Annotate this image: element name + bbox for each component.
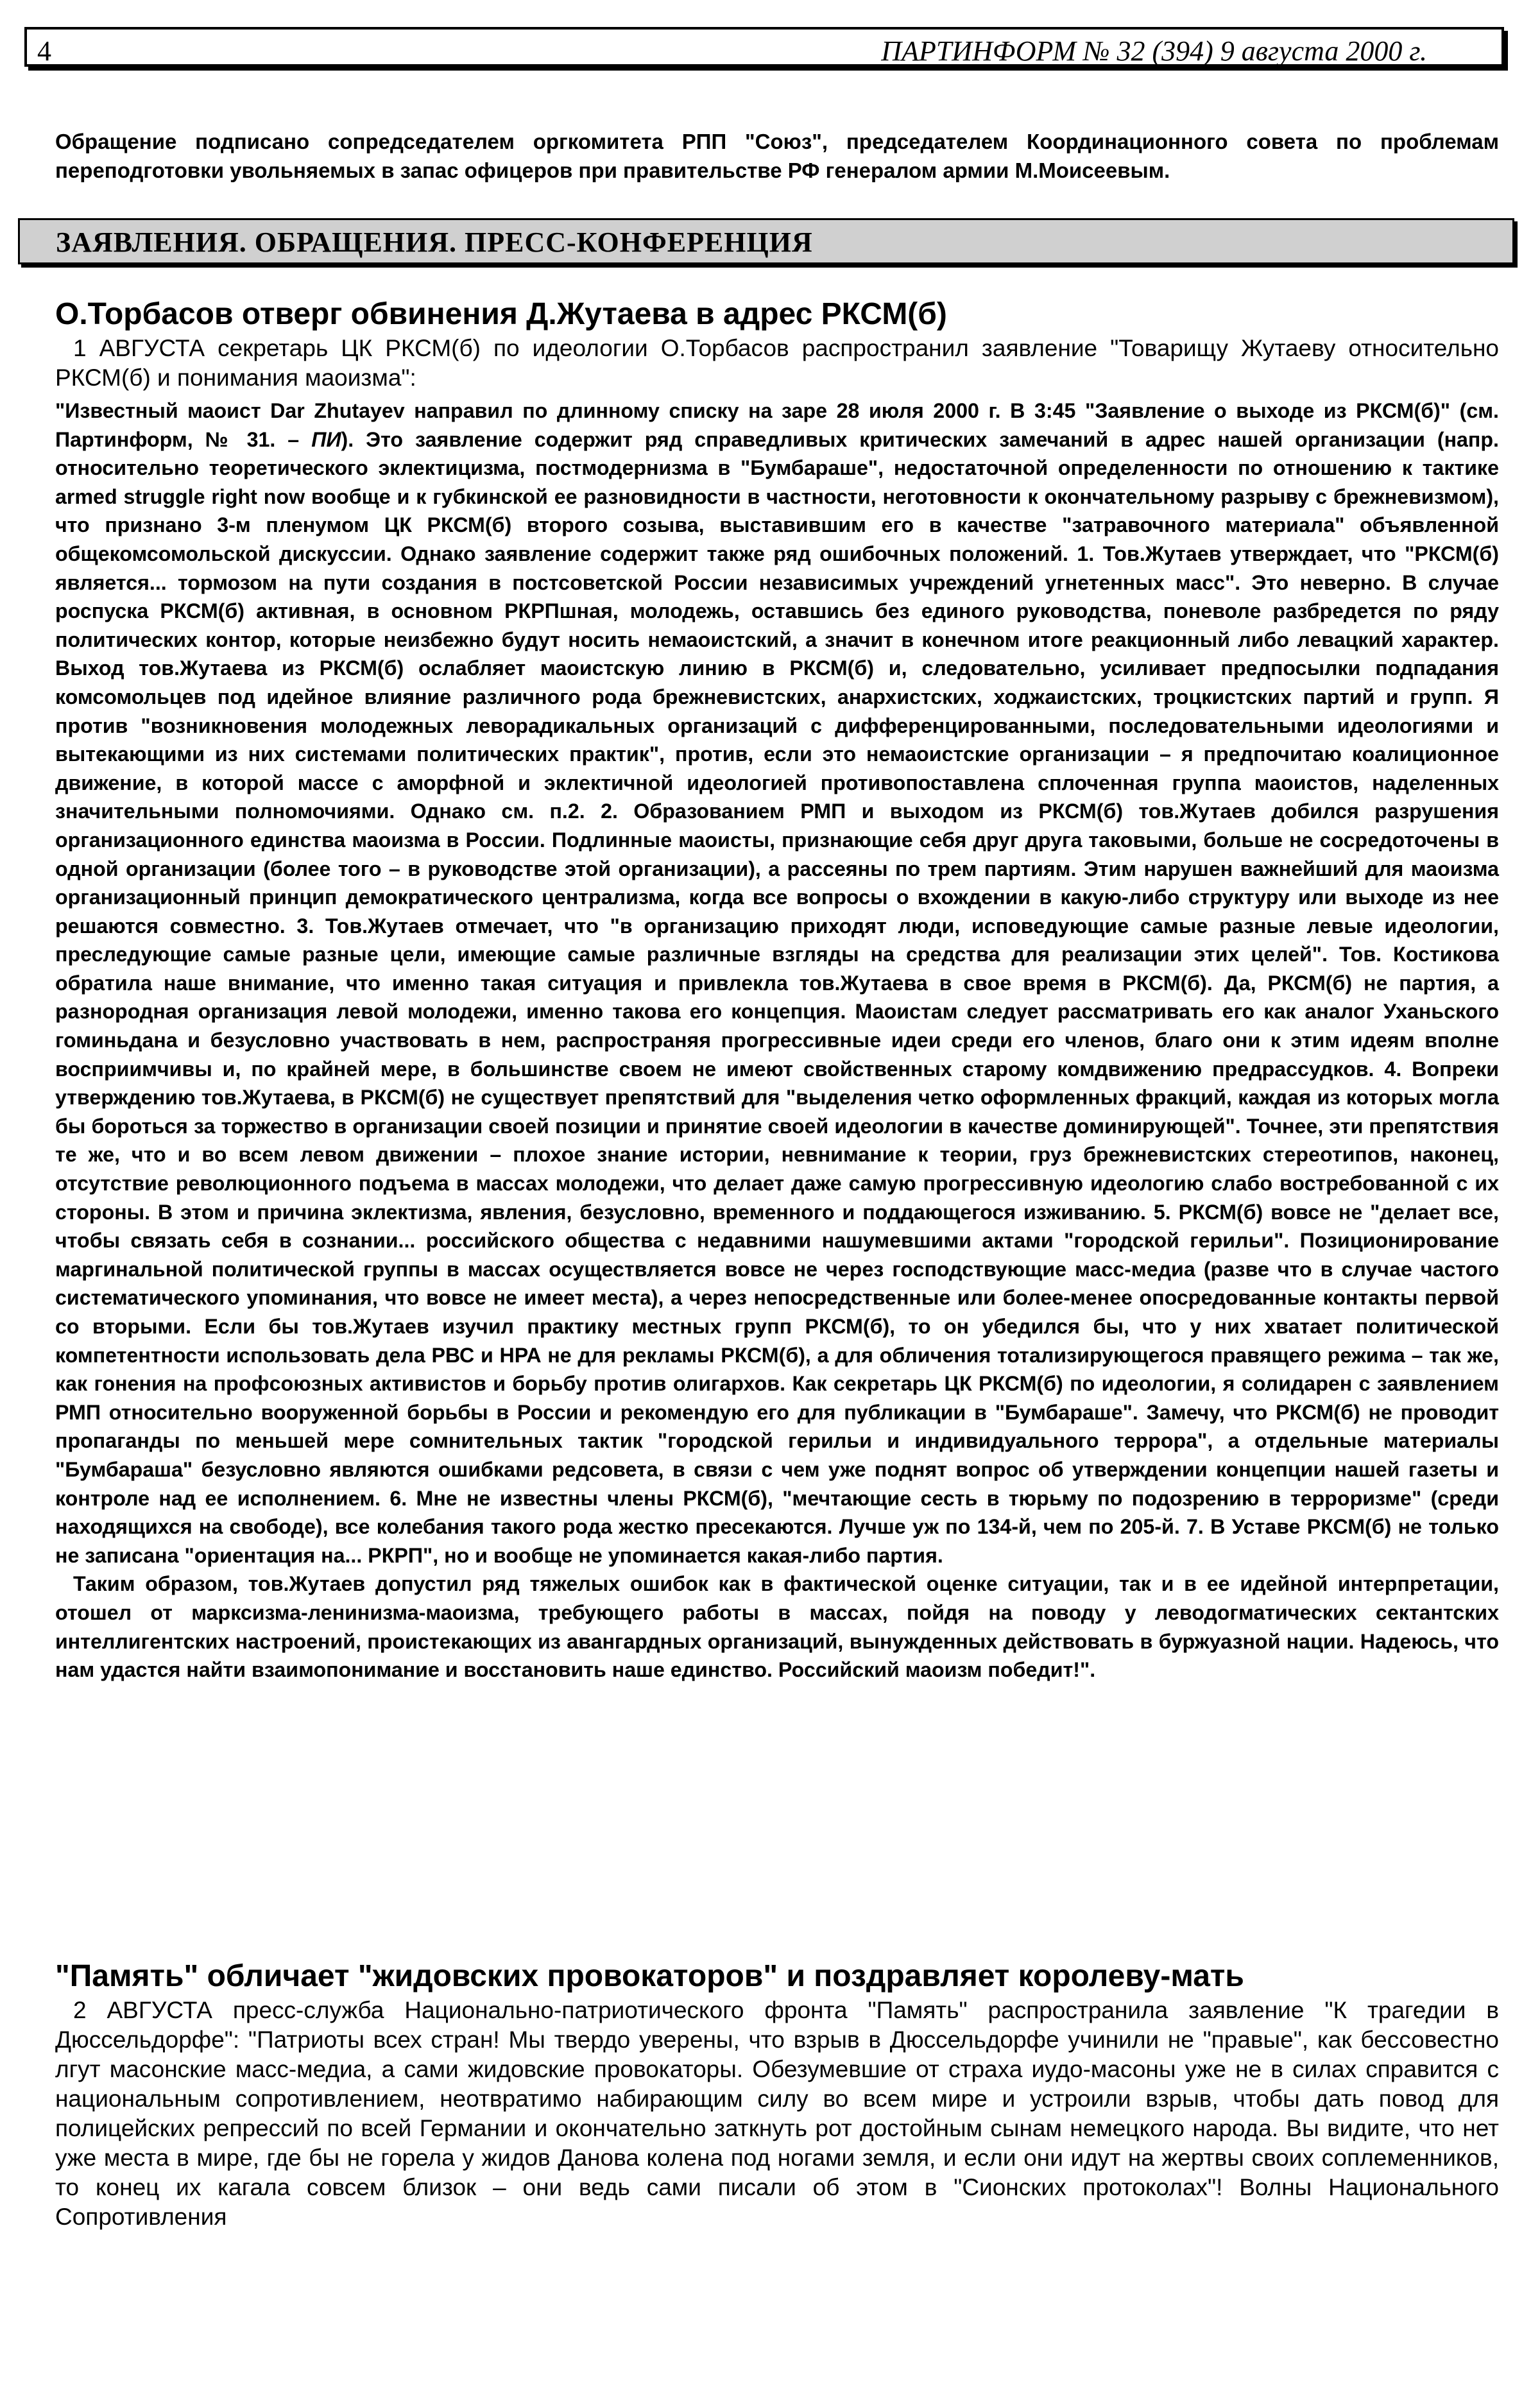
- section-bar: [18, 218, 1514, 264]
- section-title: ЗАЯВЛЕНИЯ. ОБРАЩЕНИЯ. ПРЕСС-КОНФЕРЕНЦИЯ: [56, 227, 813, 258]
- quote-conclusion: Таким образом, тов.Жутаев допустил ряд тяжелых ошибок как в фактической оценке ситуации, так и в ее идейной интерпретации, отошел от марксизма-ленинизма-маоизма, требующего работы в массах, пойдя на поводу у леводогматических сектантских интеллигентских настроений, проистекающих из авангардных организаций, вынужденных действовать в буржуазной нации. Надеюсь, что нам удастся найти взаимопонимание и восстановить наше единство. Российский маоизм победит!".: [55, 1572, 1499, 1682]
- article-torbasov: [55, 295, 1499, 1684]
- page-number: 4: [37, 35, 51, 67]
- intro-note: Обращение подписано сопредседателем оргкомитета РПП "Союз", председателем Координационного совета по проблемам переподготовки увольняемых в запас офицеров при правительстве РФ генералом армии М.Моисеевым.: [55, 130, 1499, 182]
- page-header: [24, 27, 1504, 67]
- article-headline: "Память" обличает "жидовских провокаторов" и поздравляет королеву-мать: [55, 1959, 1244, 1993]
- quote-ref: ПИ: [311, 427, 341, 451]
- newspaper-issue-title: ПАРТИНФОРМ № 32 (394) 9 августа 2000 г.: [881, 35, 1427, 67]
- article-lead: 1 АВГУСТА секретарь ЦК РКСМ(б) по идеологии О.Торбасов распространил заявление "Товарищу Жутаеву относительно РКСМ(б) и понимания маоизма":: [55, 335, 1499, 391]
- quote-text-start: "Известный маоист Dar Zhutayev направил по длинному списку на заре 28 июля 2000 г. В 3:45 "Заявление о выходе из РКСМ(б)" (см. Партинформ, № 31. –: [55, 399, 1499, 451]
- quote-text-body: ). Это заявление содержит ряд справедливых критических замечаний в адрес нашей организации (напр. относительно теоретического эклектицизма, постмодернизма в "Бумбараше", недостаточной определенности по отношению к тактике armed struggle right now вообще и к губкинской ее разновидности в частности, неготовности к окончательному разрыву с брежневизмом), что признано 3-м пленумом ЦК РКСМ(б) второго созыва, выставившим его в качестве "затравочного материала" объявленной общекомсомольской дискуссии. Однако заявление содержит также ряд ошибочных положений. 1. Тов.Жутаев утверждает, что "РКСМ(б) является... тормозом на пути создания в постсоветской России независимых учреждений угнетенных масс". Это неверно. В случае роспуска РКСМ(б) активная, в основном РКРПшная, молодежь, оставшись без единого руководства, поневоле разбредется по ряду политических контор, которые неизбежно будут носить немаоистский, а значит в конечном итоге реакционный либо левацкий характер. Выход тов.Жутаева из РКСМ(б) ослабляет маоистскую линию в РКСМ(б) и, следовательно, усиливает предпосылки подпадания комсомольцев под идейное влияние различного рода брежневистских, анархистских, ходжаистских, троцкистских партий и групп. Я против "возникновения молодежных леворадикальных организаций с дифференцированными, последовательными идеологиями и вытекающими из них системами политических практик", против, если это немаоистские организации – я предпочитаю коалиционное движение, в которой массе с аморфной и эклектичной идеологией противопоставлена сплоченная группа маоистов, наделенных значительными полномочиями. Однако см. п.2. 2. Образованием РМП и выходом из РКСМ(б) тов.Жутаев добился разрушения организационного единства маоизма в России. Подлинные маоисты, признающие себя друг друга таковыми, больше не сосредоточены в одной организации (более того – в руководстве этой организации), а рассеяны по трем партиям. Этим нарушен важнейший для маоизма организационный принцип демократического централизма, когда все вопросы о вхождении в какую-либо структуру или выходе из нее решаются совместно. 3. Тов.Жутаев отмечает, что "в организацию приходят люди, исповедующие самые разные левые идеологии, преследующие самые разные цели, имеющие самые различные взгляды на средства для реализации этих целей". Тов. Костикова обратила наше внимание, что именно такая ситуация и привлекла тов.Жутаева в свое время в РКСМ(б). Да, РКСМ(б) не партия, а разнородная организация левой молодежи, именно такова его концепция. Маоистам следует рассматривать его как аналог Уханьского гоминьдана и безусловно участвовать в нем, распространяя прогрессивные идеи среди его членов, благо они к этим идеям вполне восприимчивы и, по крайней мере, в большинстве своем не имеют свойственных старому комдвижению предрассудков. 4. Вопреки утверждению тов.Жутаева, в РКСМ(б) не существует препятствий для "выделения четко оформленных фракций, каждая из которых могла бы бороться за торжество в организации своей позиции и принятие своей идеологии в качестве доминирующей". Точнее, эти препятствия те же, что и во всем левом движении – плохое знание истории, невнимание к теории, груз брежневистских стереотипов, наконец, отсутствие революционного подъема в массах молодежи, что делает даже самую прогрессивную идеологию слабо востребованной с их стороны. В этом и причина эклектизма, явления, безусловно, временного и поддающегося изживанию. 5. РКСМ(б) вовсе не "делает все, чтобы связать себя в сознании... российского общества с недавними нашумевшими актами "городской герильи". Позиционирование маргинальной политической группы в массах осуществляется вовсе не через господствующие масс-медиа (разве что в случае частого систематического упоминания, что вовсе не имеет места), а через непосредственные или более-менее опосредованные контакты первой со вторыми. Если бы тов.Жутаев изучил практику местных групп РКСМ(б), то он убедился бы, что у них хватает политической компетентности использовать дела РВС и НРА не для рекламы РКСМ(б), а для обличения тотализирующегося правящего режима – так же, как гонения на профсоюзных активистов и борьбу против олигархов. Как секретарь ЦК РКСМ(б) по идеологии, я солидарен с заявлением РМП относительно вооруженной борьбы в России и рекомендую его для публикации в "Бумбараше". Замечу, что РКСМ(б) не проводит пропаганды по меньшей мере сомнительных тактик "городской герильи и индивидуального террора", а отдельные материалы "Бумбараша" безусловно являются ошибками редсовета, в связи с чем уже поднят вопрос об утверждении концепции нашей газеты и контроле над ее исполнением. 6. Мне не известны члены РКСМ(б), "мечтающие сесть в тюрьму по подозрению в терроризме" (среди находящихся на свободе), все колебания такого рода жестко пресекаются. Лучше уж по 134-й, чем по 205-й. 7. В Уставе РКСМ(б) не только не записана "ориентация на... РКРП", но и вообще не упоминается какая-либо партия.: [55, 427, 1499, 1567]
- article-quote: [55, 397, 1499, 1570]
- article-pamyat: [55, 1957, 1499, 2232]
- article-body: 2 АВГУСТА пресс-служба Национально-патриотического фронта "Память" распространила заявление "К трагедии в Дюссельдорфе": "Патриоты всех стран! Мы твердо уверены, что взрыв в Дюссельдорфе учинили не "правые", как бессовестно лгут масонские масс-медиа, а сами жидовские провокаторы. Обезумевшие от страха иудо-масоны уже не в силах справится с национальным сопротивлением, неотвратимо набирающим силу во всем мире и устроили взрыв, чтобы дать повод для полицейских репрессий по всей Германии и окончательно заткнуть рот достойным сынам немецкого народа. Вы видите, что нет уже места в мире, где бы не горела у жидов Данова колена под ногами земля, и если они идут на жертвы своих соплеменников, то конец их кагала совсем близок – они ведь сами писали об этом в "Сионских протоколах"! Волны Национального Сопротивления: [55, 1997, 1499, 2230]
- article-headline: О.Торбасов отверг обвинения Д.Жутаева в адрес РКСМ(б): [55, 297, 947, 331]
